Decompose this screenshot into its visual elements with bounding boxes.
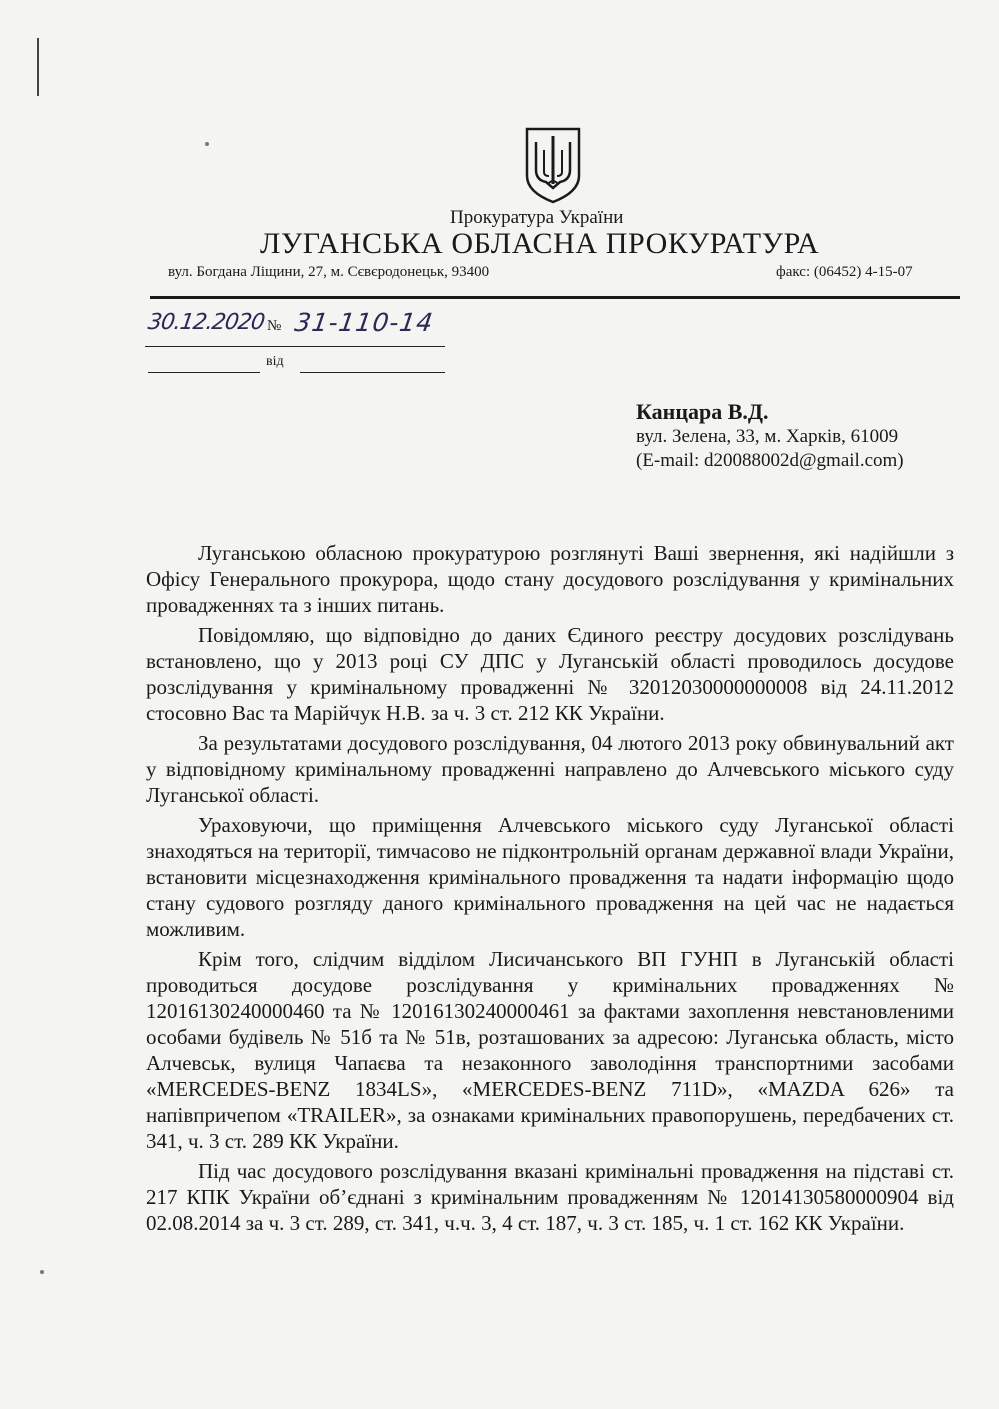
recipient-address: вул. Зелена, 33, м. Харків, 61009 [636, 426, 899, 447]
tryzub-coat-of-arms-icon [524, 126, 582, 204]
body-paragraph: Крім того, слідчим відділом Лисичанського ВП ГУНП в Луганській області проводиться досудове розслідування у кримінальних провадженнях № 12016130240000460 та № 12016130240000461 за фактами захоплення невстановленими особами будівель № 51б та № 51в, розташованих за адресою: Луганська область, місто Алчевськ, вулиця Чапаєва та незаконного заволодіння транспортними засобами «MERCEDES-BENZ 1834LS», «MERCEDES-BENZ 711D», «MAZDA 626» та напівпричепом «TRAILER», за ознаками кримінальних правопорушень, передбачених ст. 341, ч. 3 ст. 289 КК України. [146, 947, 954, 1153]
letter-body [146, 540, 954, 1240]
ministry-name: Прокуратура України [450, 207, 624, 228]
body-paragraph: За результатами досудового розслідування, 04 лютого 2013 року обвинувальний акт у відповідному кримінальному провадженні направлено до Алчевського міського суду Луганської області. [146, 731, 954, 807]
office-fax: факс: (06452) 4-15-07 [776, 264, 913, 280]
scan-speck [205, 142, 209, 146]
registration-number: 31-110-14 [292, 308, 436, 337]
office-address: вул. Богдана Ліщини, 27, м. Сєвєродонецьк, 93400 [168, 264, 490, 280]
body-paragraph: Луганською обласною прокуратурою розглянуті Ваші звернення, які надійшли з Офісу Генерального прокурора, щодо стану досудового розслідування у кримінальних провадженнях та з інших питань. [146, 541, 954, 617]
from-line-left [148, 372, 260, 373]
scan-speck [40, 1270, 44, 1274]
registration-date: 30.12.2020 [146, 310, 266, 335]
from-line-right [300, 372, 445, 373]
body-paragraph: Повідомляю, що відповідно до даних Єдиного реєстру досудових розслідувань встановлено, що у 2013 році СУ ДПС у Луганській області проводилось досудове розслідування у кримінальному провадженні № 32012030000000008 від 24.11.2012 стосовно Вас та Марійчук Н.В. за ч. 3 ст. 212 КК України. [146, 623, 954, 725]
recipient-email: (E-mail: d20088002d@gmail.com) [636, 450, 904, 471]
office-name: ЛУГАНСЬКА ОБЛАСНА ПРОКУРАТУРА [260, 227, 820, 260]
scan-margin-mark [37, 38, 39, 96]
from-label: від [266, 354, 284, 369]
body-paragraph: Під час досудового розслідування вказані кримінальні провадження на підставі ст. 217 КПК України об’єднані з кримінальним провадженням № 12014130580000904 від 02.08.2014 за ч. 3 ст. 289, ст. 341, ч.ч. 3, 4 ст. 187, ч. 3 ст. 185, ч. 1 ст. 162 КК України. [146, 1159, 954, 1235]
recipient-block [636, 398, 904, 473]
registration-number-label: № [267, 318, 282, 334]
registration-line [145, 306, 445, 347]
recipient-name: Канцара В.Д. [636, 399, 769, 424]
header-divider [150, 296, 960, 299]
body-paragraph: Ураховуючи, що приміщення Алчевського міського суду Луганської області знаходяться на території, тимчасово не підконтрольній органам державної влади України, встановити місцезнаходження кримінального провадження та надати інформацію щодо стану судового розгляду даного кримінального провадження на цей час не надається можливим. [146, 813, 954, 941]
